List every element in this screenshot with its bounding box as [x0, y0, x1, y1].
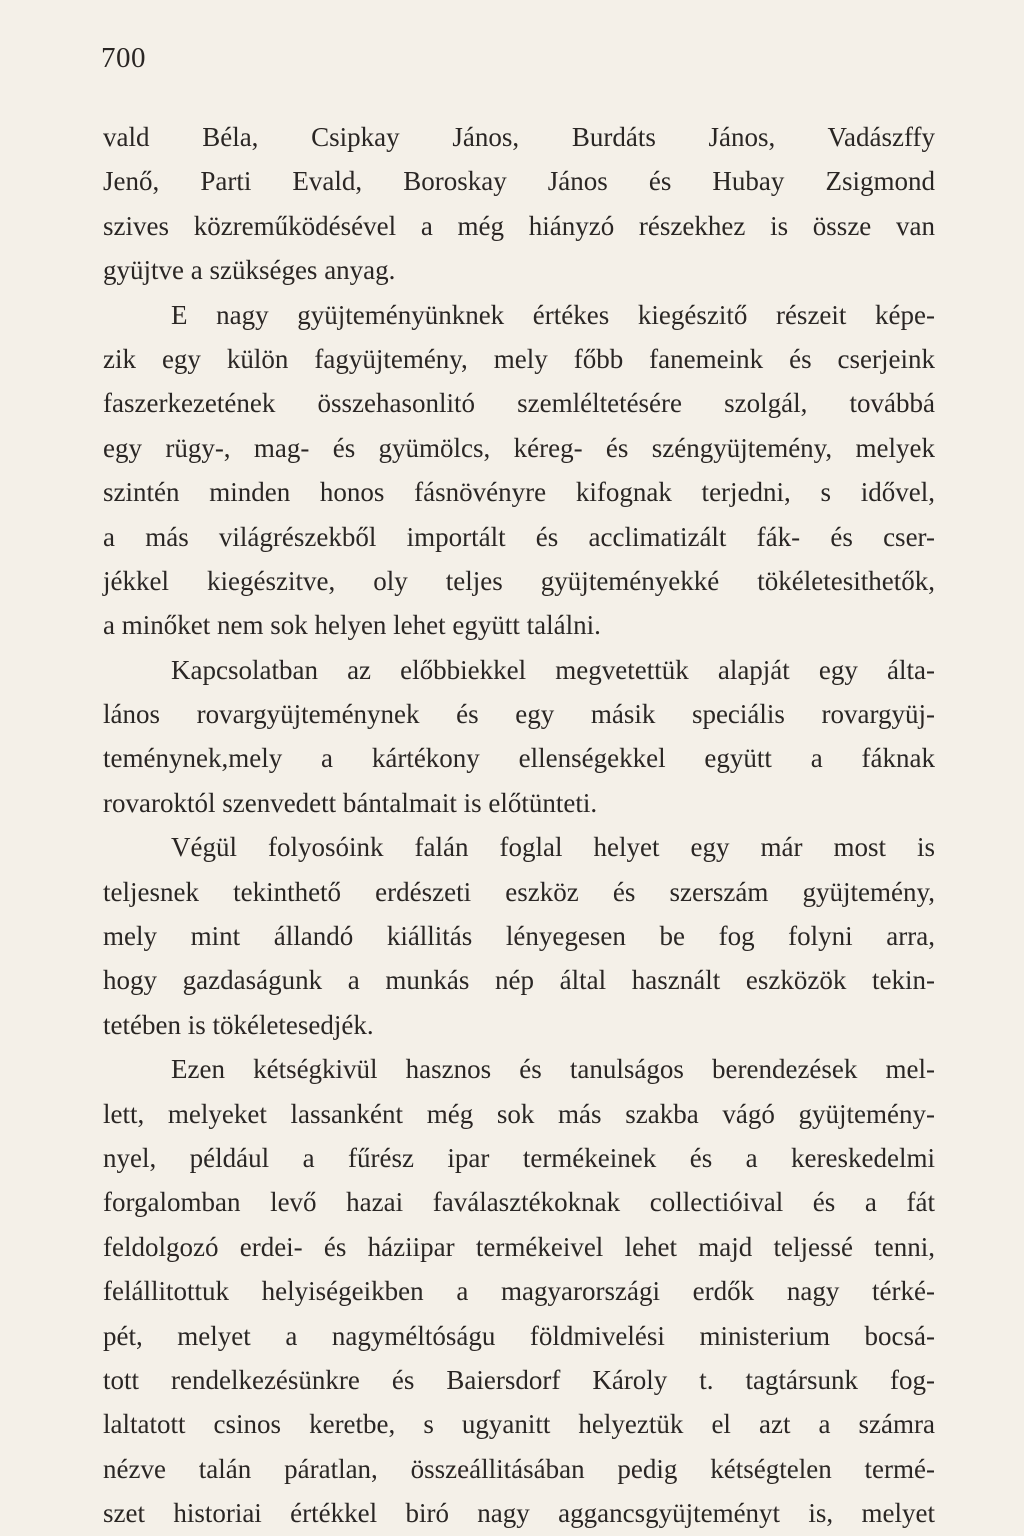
text-line: felállitottuk helyiségeikben a magyarországi erdők nagy térké-	[103, 1276, 935, 1307]
text-line: szet historiai értékkel biró nagy aggancsgyüjteményt is, melyet	[103, 1498, 935, 1529]
page-number: 700	[101, 42, 146, 74]
text-line: Jenő, Parti Evald, Boroskay János és Hubay Zsigmond	[103, 166, 935, 197]
text-line: rovaroktól szenvedett bántalmait is előtünteti.	[103, 787, 598, 818]
text-line: nyel, például a fűrész ipar termékeinek és a kereskedelmi	[103, 1142, 935, 1173]
text-line: mely mint állandó kiállitás lényegesen be fog folyni arra,	[103, 921, 935, 952]
text-line: laltatott csinos keretbe, s ugyanitt helyeztük el azt a számra	[103, 1409, 935, 1440]
text-line: a minőket nem sok helyen lehet együtt találni.	[103, 610, 601, 641]
text-line: Kapcsolatban az előbbiekkel megvetettük alapját egy álta-	[171, 654, 935, 685]
text-line: Ezen kétségkivül hasznos és tanulságos berendezések mel-	[171, 1054, 935, 1085]
text-line: forgalomban levő hazai faválasztékoknak collectióival és a fát	[103, 1187, 935, 1218]
text-line: zik egy külön fagyüjtemény, mely főbb fanemeink és cserjeink	[103, 343, 935, 374]
text-line: E nagy gyüjteményünknek értékes kiegészitő részeit képe-	[171, 299, 935, 330]
text-line: pét, melyet a nagyméltóságu földmivelési ministerium bocsá-	[103, 1320, 935, 1351]
text-line: vald Béla, Csipkay János, Burdáts János, Vadászffy	[103, 122, 935, 152]
text-line: feldolgozó erdei- és háziipar termékeivel lehet majd teljessé tenni,	[103, 1231, 935, 1262]
text-line: lános rovargyüjteménynek és egy másik speciális rovargyüj-	[103, 699, 935, 730]
text-line: nézve talán páratlan, összeállitásában pedig kétségtelen termé-	[103, 1453, 935, 1484]
text-line: tott rendelkezésünkre és Baiersdorf Károly t. tagtársunk fog-	[103, 1364, 935, 1395]
text-line: gyüjtve a szükséges anyag.	[103, 255, 396, 286]
text-line: teljesnek tekinthető erdészeti eszköz és szerszám gyüjtemény,	[103, 876, 935, 907]
text-line: szintén minden honos fásnövényre kifognak terjedni, s idővel,	[103, 477, 935, 508]
text-line: faszerkezetének összehasonlitó szemléltetésére szolgál, továbbá	[103, 388, 935, 419]
text-line: a más világrészekből importált és acclimatizált fák- és cser-	[103, 521, 935, 552]
text-line: szives közreműködésével a még hiányzó részekhez is össze van	[103, 210, 935, 241]
text-line: tetében is tökéletesedjék.	[103, 1009, 374, 1040]
body-text	[103, 115, 935, 1536]
text-line: egy rügy-, mag- és gyümölcs, kéreg- és széngyüjtemény, melyek	[103, 432, 935, 463]
text-line: Végül folyosóink falán foglal helyet egy már most is	[171, 832, 935, 863]
text-line: hogy gazdaságunk a munkás nép által használt eszközök tekin-	[103, 965, 935, 996]
text-line: lett, melyeket lassanként még sok más szakba vágó gyüjtemény-	[103, 1098, 935, 1129]
text-line: teménynek,mely a kártékony ellenségekkel együtt a fáknak	[103, 743, 935, 774]
text-line: jékkel kiegészitve, oly teljes gyüjteményekké tökéletesithetők,	[103, 565, 935, 596]
